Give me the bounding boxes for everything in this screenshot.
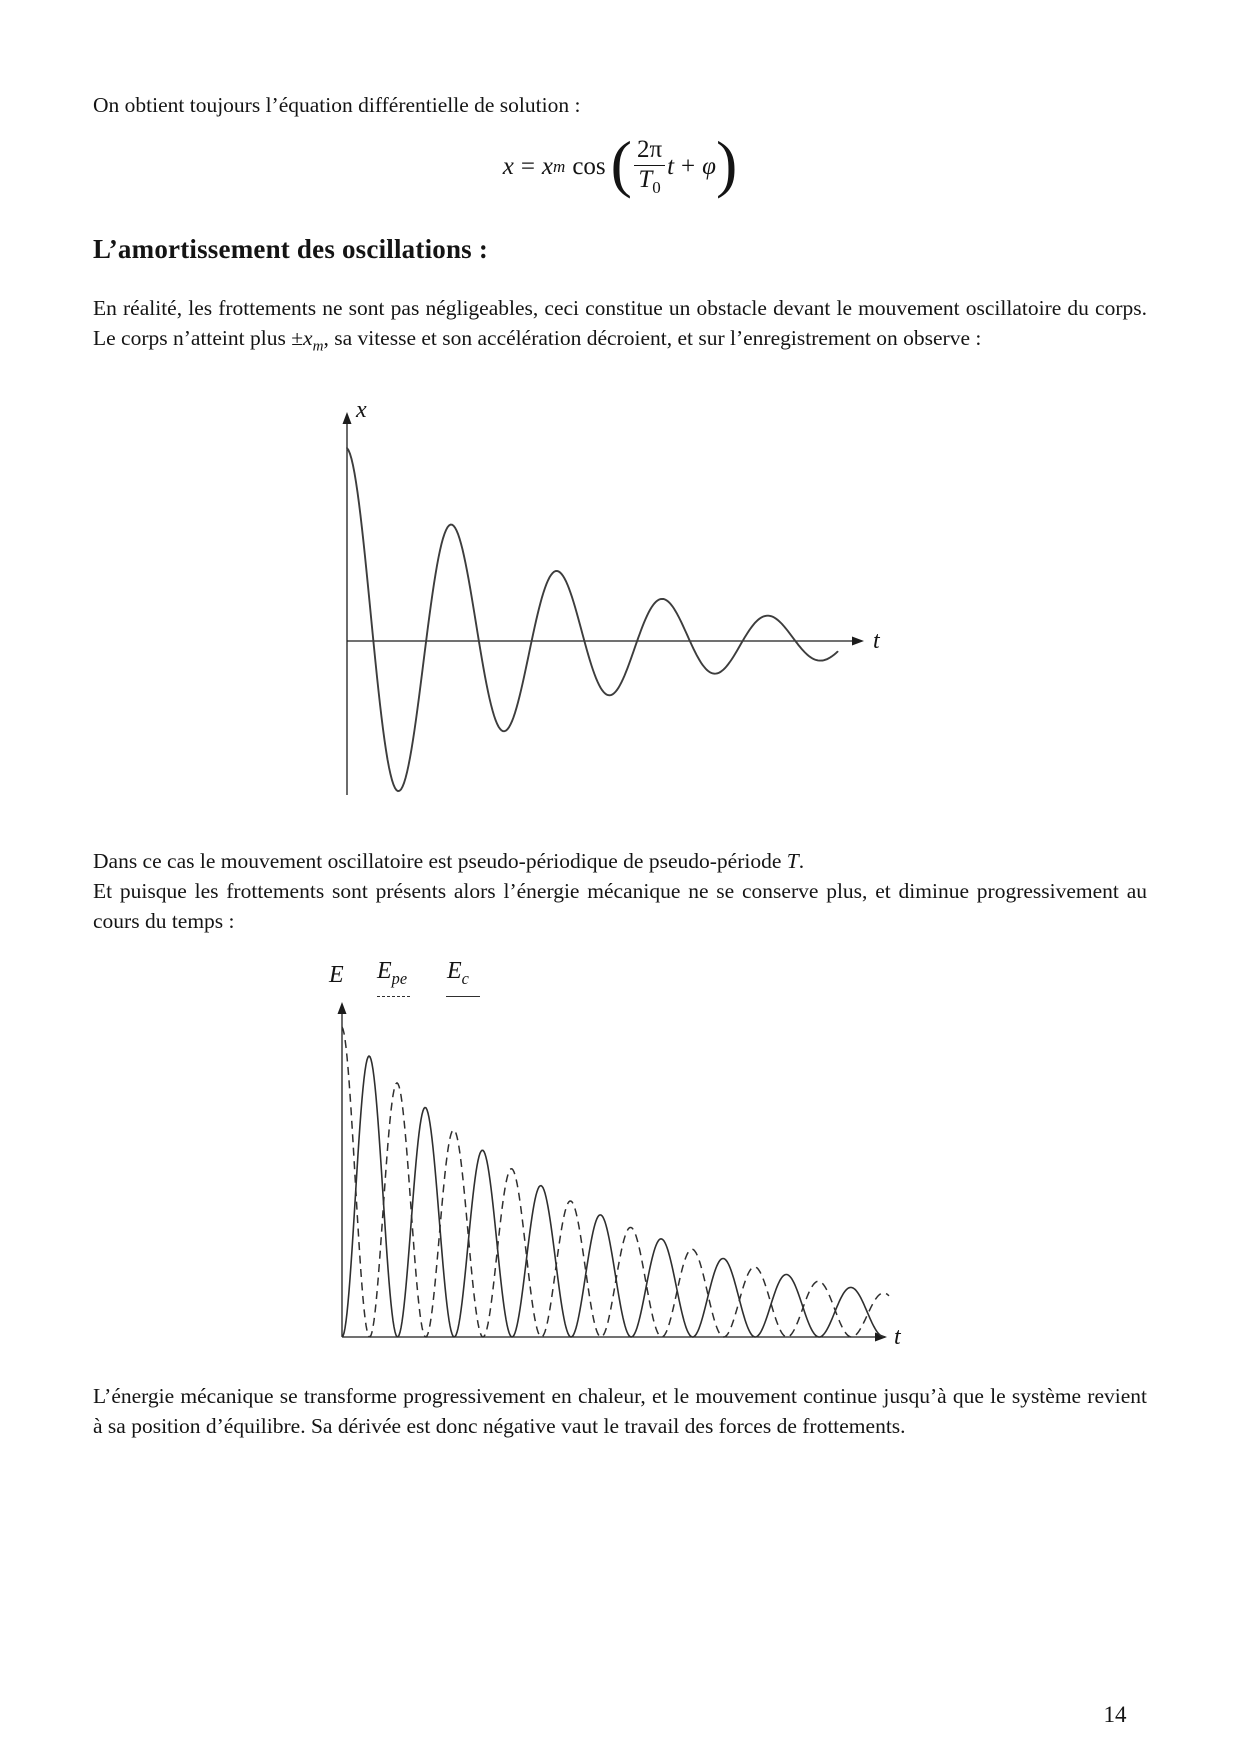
- legend-epe-dashed-line-icon: [377, 996, 410, 997]
- formula-plus-sign: +: [681, 153, 696, 180]
- page-number: 14: [1103, 1702, 1127, 1727]
- graph1-y-axis-label: x: [356, 397, 367, 423]
- legend-ec-label: $E_c$: [447, 958, 469, 988]
- damping-paragraph: En réalité, les frottements ne sont pas négligeables, ceci constitue un obstacle devant le mouvement oscillatoire du corps. Le corps n’atteint plus $\pm x_m$, sa vitesse et son accélération décroient, et sur l’enregistrement on observe :: [93, 296, 1147, 355]
- formula-denominator-variable: T: [638, 166, 653, 194]
- formula-time-variable: t: [667, 153, 675, 180]
- graph1-t-axis-arrow-icon: [852, 637, 864, 646]
- formula-equals-sign: =: [520, 153, 535, 180]
- legend-epe-label: $E_{pe}$: [377, 958, 408, 988]
- solution-equation: x = x m cos ( $\frac{2\pi}{T_0}$ t + φ ): [502, 128, 738, 199]
- graph1-y-axis-arrow-icon: [343, 412, 352, 424]
- graph2-e-axis-label: E: [329, 962, 344, 988]
- legend-ec-solid-line-icon: [446, 996, 480, 997]
- formula-lhs-variable: x: [502, 153, 514, 180]
- intro-paragraph: On obtient toujours l’équation différentielle de solution :: [93, 93, 581, 117]
- graph2-t-axis-arrow-icon: [875, 1333, 887, 1342]
- graph2-e-axis-arrow-icon: [338, 1002, 347, 1014]
- formula-phase-variable: φ: [702, 153, 716, 180]
- formula-numerator: 2π: [636, 136, 663, 164]
- graph1-t-axis-label: t: [873, 628, 880, 654]
- graph2-potential-energy-dashed-curve: [342, 1027, 889, 1337]
- section-heading: L’amortissement des oscillations :: [93, 234, 489, 264]
- formula-denominator-subscript: 0: [652, 178, 661, 198]
- pseudo-period-paragraph: Dans ce cas le mouvement oscillatoire est pseudo-périodique de pseudo-période T. Et puisque les frottements sont présents alors l’énergie mécanique ne se conserve plus, et diminue progressivement au cours du temps :: [93, 849, 1147, 933]
- graph2-t-axis-label: t: [894, 1324, 901, 1350]
- formula-cosine-function: cos: [572, 153, 606, 180]
- graph1-damped-oscillation-curve: [347, 448, 838, 791]
- formula-amplitude-variable: x: [541, 153, 554, 180]
- formula-amplitude-subscript: m: [553, 157, 566, 176]
- energy-paragraph: L’énergie mécanique se transforme progressivement en chaleur, et le mouvement continue jusqu’à que le système revient à sa position d’équilibre. Sa dérivée est donc négative vaut le travail des forces de frottements.: [93, 1384, 1147, 1438]
